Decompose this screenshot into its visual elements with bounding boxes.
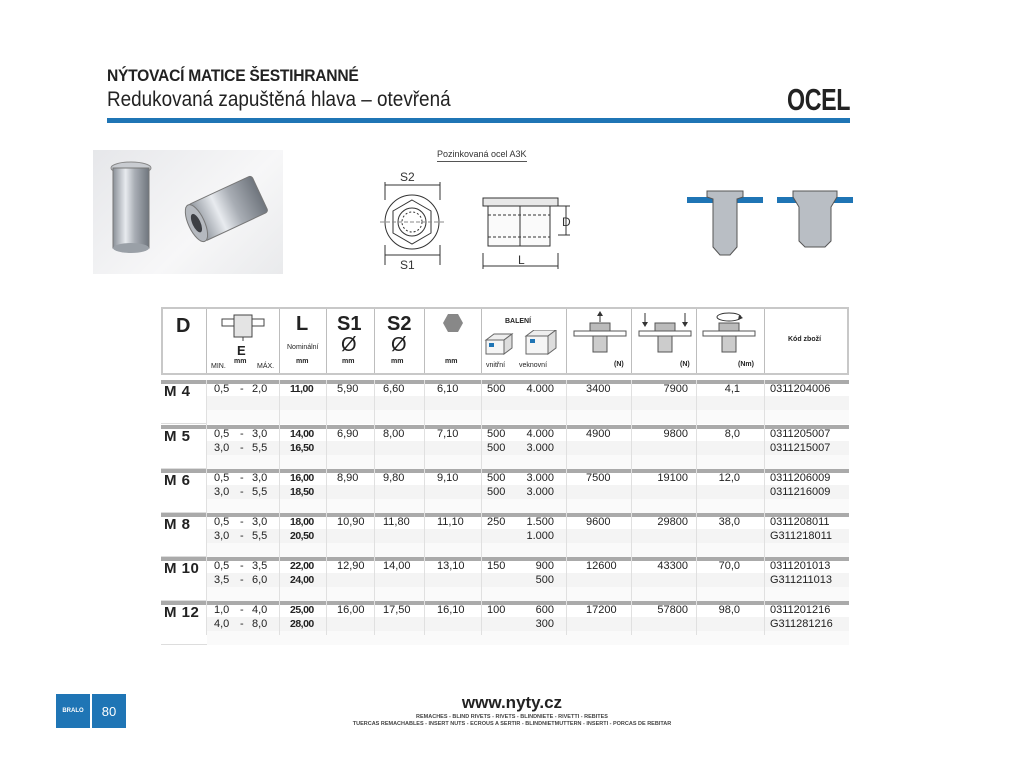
cell-s1: 12,90 — [337, 560, 365, 572]
material-label: OCEL — [786, 82, 850, 117]
cell-emax: 5,5 — [252, 530, 268, 542]
cell-emax: 3,0 — [252, 428, 268, 440]
cell-emin: 3,5 — [214, 574, 230, 586]
cell-l: 24,00 — [290, 574, 314, 586]
cell-emin: 0,5 — [214, 560, 230, 572]
row-shade — [207, 499, 849, 513]
cell-s1: 6,90 — [337, 428, 359, 440]
d-label: D — [562, 215, 571, 229]
cell-f2: 19100 — [657, 472, 688, 484]
cell-emax: 5,5 — [252, 486, 268, 498]
cell-inner: 500 — [487, 428, 506, 440]
column-divider — [424, 380, 425, 635]
installation-illustration — [685, 185, 855, 265]
row-shade — [207, 631, 849, 645]
footer-products-line2: TUERCAS REMACHABLES - INSERT NUTS - ECROUS A SERTIR - BLINDNIETMUTTERN - INSERTI - PORCAS DE REBITAR — [352, 721, 672, 727]
rivet-nuts-image — [93, 150, 283, 274]
cell-f1: 7500 — [586, 472, 611, 484]
cell-code: 0311201216 — [770, 604, 831, 616]
material-note: Pozinkovaná ocel A3K — [437, 149, 527, 162]
cell-outer: 1.500 — [526, 516, 554, 528]
cell-inner: 500 — [487, 472, 506, 484]
e-mm-label: mm — [234, 358, 247, 365]
cell-emax: 8,0 — [252, 618, 268, 630]
cell-hex: 16,10 — [437, 604, 465, 616]
column-divider — [279, 380, 280, 635]
cell-emin: 0,5 — [214, 472, 230, 484]
tensile-force-icon — [572, 311, 628, 361]
size-label: M 4 — [164, 383, 191, 400]
cell-inner: 500 — [487, 383, 506, 395]
cell-l: 22,00 — [290, 560, 314, 572]
cell-f1: 12600 — [586, 560, 617, 572]
cell-hex: 11,10 — [437, 516, 464, 528]
column-divider — [696, 380, 697, 635]
tensile-unit: (N) — [614, 361, 624, 368]
cell-emax: 6,0 — [252, 574, 268, 586]
cell-code: 0311208011 — [770, 516, 830, 528]
col-s2-header: S2 — [387, 313, 412, 335]
brand-logo: BRALO — [56, 694, 90, 728]
cell-emin: 1,0 — [214, 604, 230, 616]
cell-outer: 3.000 — [526, 442, 554, 454]
l-nominal-label: Nominální — [287, 344, 319, 351]
cell-emin: 0,5 — [214, 383, 230, 395]
l-mm-label: mm — [296, 358, 309, 365]
hex-mm-label: mm — [445, 358, 458, 365]
product-photo — [93, 150, 283, 274]
cell-code: 0311205007 — [770, 428, 831, 440]
cell-l: 16,00 — [290, 472, 314, 484]
cell-hex: 7,10 — [437, 428, 459, 440]
column-divider — [206, 380, 207, 635]
cell-outer: 900 — [535, 560, 554, 572]
s1-label: S1 — [400, 258, 415, 272]
header-rule — [107, 118, 850, 123]
cell-hex: 9,10 — [437, 472, 459, 484]
technical-drawing — [370, 165, 700, 275]
front-view — [380, 182, 444, 265]
cell-s2: 14,00 — [383, 560, 411, 572]
cell-outer: 600 — [535, 604, 554, 616]
cell-nm: 12,0 — [718, 472, 740, 484]
cell-f2: 9800 — [663, 428, 688, 440]
column-divider — [374, 380, 375, 635]
cell-hex: 6,10 — [437, 383, 459, 395]
cell-dash: - — [240, 618, 244, 630]
s2-mm-label: mm — [391, 358, 404, 365]
cell-outer: 1.000 — [526, 530, 554, 542]
cell-inner: 150 — [487, 560, 506, 572]
col-l-header: L — [296, 313, 309, 335]
row-shade — [207, 587, 849, 601]
cell-dash: - — [240, 516, 244, 528]
cell-f2: 29800 — [657, 516, 688, 528]
s2-label: S2 — [400, 170, 415, 184]
cell-code: G311281216 — [770, 618, 833, 630]
column-divider — [764, 380, 765, 635]
cell-dash: - — [240, 574, 244, 586]
cell-nm: 4,1 — [724, 383, 740, 395]
product-code-header: Kód zboží — [788, 336, 822, 343]
cell-s1: 5,90 — [337, 383, 359, 395]
page-subtitle: Redukovaná zapuštěná hlava – otevřená — [107, 88, 451, 111]
cell-dash: - — [240, 428, 244, 440]
col-e-header: E — [237, 343, 246, 358]
cell-l: 28,00 — [290, 618, 314, 630]
col-s1-header: S1 — [337, 313, 362, 335]
cell-outer: 3.000 — [526, 486, 554, 498]
cell-emin: 0,5 — [214, 516, 230, 528]
cell-f1: 4900 — [586, 428, 611, 440]
column-divider — [631, 380, 632, 635]
cell-s1: 8,90 — [337, 472, 359, 484]
cell-nm: 98,0 — [718, 604, 740, 616]
s1-diameter-icon: Ø — [341, 334, 357, 356]
cell-f2: 57800 — [657, 604, 688, 616]
size-label: M 6 — [164, 472, 191, 489]
cell-outer: 3.000 — [526, 472, 554, 484]
cell-hex: 13,10 — [437, 560, 465, 572]
cell-s2: 17,50 — [383, 604, 411, 616]
row-shade — [207, 410, 849, 424]
cell-code: 0311204006 — [770, 383, 831, 395]
footer-products-line1: REMACHES - BLIND RIVETS - RIVETS - BLINDNIETE - RIVETTI - REBITES — [416, 714, 608, 720]
cell-s2: 6,60 — [383, 383, 405, 395]
cell-l: 20,50 — [290, 530, 314, 542]
size-label: M 12 — [164, 604, 200, 621]
torque-icon — [701, 311, 757, 361]
cell-emax: 2,0 — [252, 383, 268, 395]
grip-range-icon — [220, 313, 266, 341]
push-out-unit: (N) — [680, 361, 690, 368]
cell-emin: 3,0 — [214, 486, 230, 498]
box-icons — [484, 330, 564, 356]
size-label: M 10 — [164, 560, 200, 577]
push-out-force-icon — [637, 311, 693, 361]
size-label: M 8 — [164, 516, 191, 533]
cell-code: 0311215007 — [770, 442, 831, 454]
cell-code: 0311201013 — [770, 560, 831, 572]
e-max-label: MÁX. — [257, 363, 275, 370]
website-link[interactable]: www.nyty.cz — [461, 693, 563, 712]
cell-dash: - — [240, 530, 244, 542]
cell-emax: 3,0 — [252, 516, 268, 528]
cell-l: 14,00 — [290, 428, 314, 440]
cell-code: 0311206009 — [770, 472, 831, 484]
cell-f2: 7900 — [663, 383, 688, 395]
cell-f1: 9600 — [586, 516, 611, 528]
cell-f2: 43300 — [657, 560, 688, 572]
e-min-label: MIN. — [211, 363, 226, 370]
cell-f1: 3400 — [586, 383, 611, 395]
size-label: M 5 — [164, 428, 191, 445]
col-d-header: D — [176, 315, 191, 337]
cell-emax: 4,0 — [252, 604, 268, 616]
cell-nm: 8,0 — [724, 428, 740, 440]
cell-emin: 4,0 — [214, 618, 230, 630]
cell-emax: 5,5 — [252, 442, 268, 454]
cell-l: 25,00 — [290, 604, 314, 616]
cell-s2: 8,00 — [383, 428, 405, 440]
cell-inner: 250 — [487, 516, 506, 528]
cell-outer: 500 — [535, 574, 554, 586]
cell-emin: 3,0 — [214, 442, 230, 454]
page-number: 80 — [92, 694, 126, 728]
cell-emin: 0,5 — [214, 428, 230, 440]
cell-dash: - — [240, 442, 244, 454]
cell-s2: 11,80 — [383, 516, 410, 528]
cell-l: 18,50 — [290, 486, 314, 498]
cell-dash: - — [240, 604, 244, 616]
column-divider — [326, 380, 327, 635]
cell-dash: - — [240, 383, 244, 395]
cell-dash: - — [240, 472, 244, 484]
cell-s1: 16,00 — [337, 604, 365, 616]
cell-l: 18,00 — [290, 516, 314, 528]
row-shade — [207, 543, 849, 557]
page-title: NÝTOVACÍ MATICE ŠESTIHRANNÉ — [107, 66, 359, 85]
cell-nm: 70,0 — [718, 560, 740, 572]
cell-nm: 38,0 — [718, 516, 740, 528]
cell-outer: 300 — [535, 618, 554, 630]
cell-l: 11,00 — [290, 383, 314, 395]
row-shade — [207, 396, 849, 410]
cell-s2: 9,80 — [383, 472, 405, 484]
cell-inner: 500 — [487, 486, 506, 498]
cell-s1: 10,90 — [337, 516, 365, 528]
cell-outer: 4.000 — [526, 383, 554, 395]
hexagon-icon — [442, 313, 464, 333]
cell-emax: 3,0 — [252, 472, 268, 484]
cell-code: 0311216009 — [770, 486, 831, 498]
l-label: L — [518, 253, 525, 267]
cell-f1: 17200 — [586, 604, 617, 616]
cell-dash: - — [240, 560, 244, 572]
packaging-header: BALENÍ — [505, 318, 532, 325]
inner-pack-label: vnitřní — [486, 362, 506, 369]
s1-mm-label: mm — [342, 358, 355, 365]
column-divider — [566, 380, 567, 635]
cell-l: 16,50 — [290, 442, 314, 454]
row-shade — [207, 455, 849, 469]
outer-pack-label: veknovní — [519, 362, 548, 369]
s2-diameter-icon: Ø — [391, 334, 407, 356]
side-view — [483, 198, 570, 269]
cell-outer: 4.000 — [526, 428, 554, 440]
cell-code: G311211013 — [770, 574, 832, 586]
cell-inner: 100 — [487, 604, 506, 616]
cell-emax: 3,5 — [252, 560, 268, 572]
torque-unit: (Nm) — [738, 361, 754, 368]
column-divider — [481, 380, 482, 635]
cell-inner: 500 — [487, 442, 506, 454]
cell-emin: 3,0 — [214, 530, 230, 542]
cell-code: G311218011 — [770, 530, 832, 542]
cell-dash: - — [240, 486, 244, 498]
